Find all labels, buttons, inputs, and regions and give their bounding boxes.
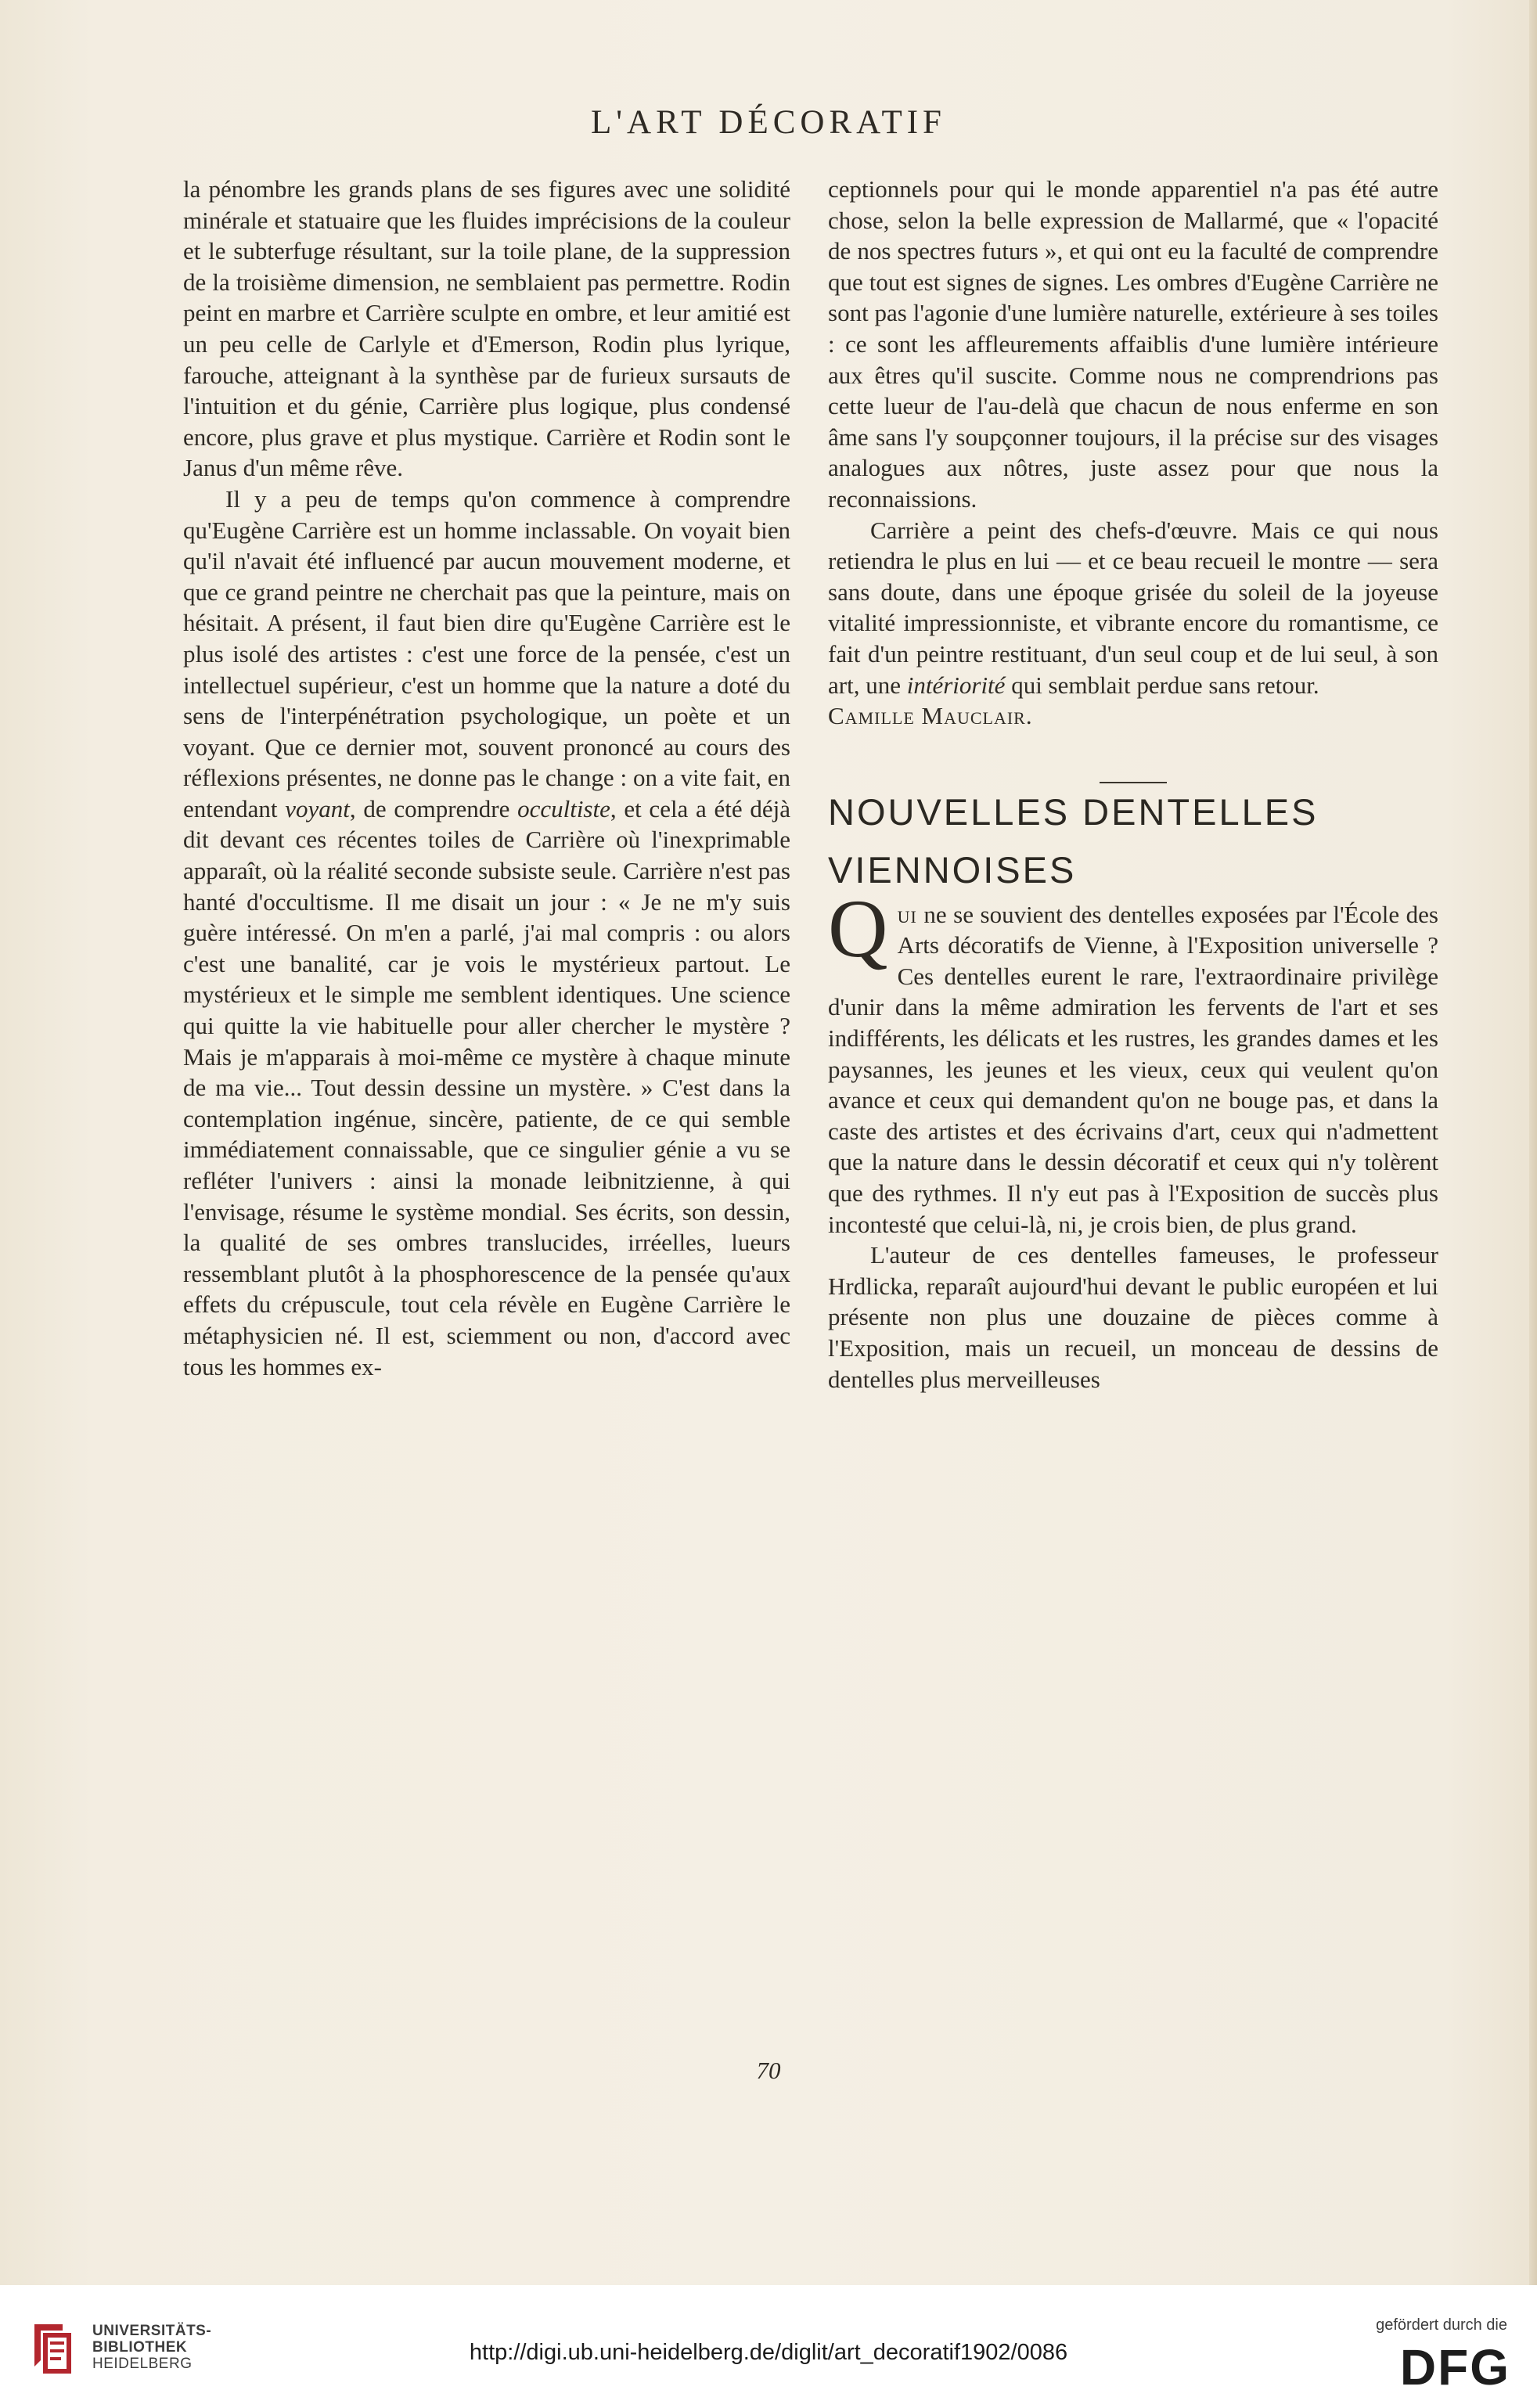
dfg-logo: DFG xyxy=(1399,2339,1510,2395)
right-paragraph-1: ceptionnels pour qui le monde apparentiel n'a pas été autre chose, selon la belle expression de Mallarmé, que « l'opacité de nos spectres futurs », et qui ont eu la faculté de comprendre que tout est signes de signes. Les ombres d'Eugène Carrière ne sont pas l'agonie d'une lumière naturelle, extérieure à ses toiles : ce sont les affleurements affaiblis d'une lumière intérieure aux êtres qu'il suscite. Comme nous ne comprendrions pas cette lueur de l'au-delà que chacun de nous enferme en son âme sans l'y soupçonner toujours, il la précise sur des visages analogues aux nôtres, juste assez pour que nous la reconnaissions. xyxy=(828,175,1438,513)
digitization-footer xyxy=(0,2285,1537,2408)
italic-interiorite: intériorité xyxy=(906,671,1006,699)
page-number: 70 xyxy=(756,2057,781,2084)
article-title-line-1: NOUVELLES DENTELLES xyxy=(828,790,1319,833)
page-edge xyxy=(1529,0,1537,2285)
author-signature: Camille Mauclair. xyxy=(828,702,1033,730)
left-paragraph-2 xyxy=(183,484,790,1382)
right-paragraph-2-text: Carrière a peint des chefs-d'œuvre. Mais ce qui nous retiendra le plus en lui — et ce beau recueil le montre — sera sans doute, dans une époque grisée du soleil de la joyeuse vitalité impressionniste, et vibrante encore du romantisme, ce fait d'un peintre restituant, d'un seul coup et de lui seul, à son art, une xyxy=(828,516,1438,699)
library-name-line-2: BIBLIOTHEK xyxy=(92,2339,188,2356)
right-column xyxy=(828,174,1438,1395)
running-head: L'ART DÉCORATIF xyxy=(591,104,946,141)
left-column xyxy=(183,174,790,1382)
library-name-line-1: UNIVERSITÄTS- xyxy=(92,2323,212,2339)
left-paragraph-2-text: Il y a peu de temps qu'on commence à comprendre qu'Eugène Carrière est un homme inclassable. On voyait bien qu'il n'avait été influencé par aucun mouvement moderne, et que ce grand peintre ne cherchait pas que la peinture, mais on hésitait. A présent, il faut bien dire qu'Eugène Carrière est le plus isolé des artistes : c'est une force de la pensée, c'est un intellectuel supérieur, c'est un homme que la nature a doté du sens de l'interpénétration psychologique, un poète et un voyant. Que ce dernier mot, souvent prononcé au cours des réflexions présentes, ne donne pas le change : on a vite fait, en entendant xyxy=(183,484,790,822)
article-title-line-2: VIENNOISES xyxy=(828,848,1077,891)
drop-cap: Q xyxy=(828,882,888,974)
left-paragraph-2-cont-2: , et cela a été déjà dit devant ces récentes toiles de Carrière où l'inexprimable apparaît, où la réalité seconde subsiste seule. Carrière n'est pas hanté d'occultisme. Il me disait un jour : « Je ne m'y suis guère intéressé. On m'en a parlé, j'ai mal compris : ou alors c'est une banalité, car je vois le mystérieux partout. Le mystérieux et le simple me semblent identiques. Une science qui quitte la vie habituelle pour aller chercher le mystère ? Mais je m'apparais à moi-même ce mystère à chaque minute de ma vie... Tout dessin dessine un mystère. » C'est dans la contemplation ingénue, sincère, patiente, de ce qui semble immédiatement connaissable, que ce singulier génie a vu se refléter l'univers : ainsi la monade leibnitzienne, à qui l'envisage, résume le système mondial. Ses écrits, son dessin, la qualité de ses ombres translucides, irréelles, lueurs ressemblant plutôt à la phosphorescence de la pensée qu'aux effets du crépuscule, tout cela révèle en Eugène Carrière le métaphysicien né. Il est, sciemment ou non, d'accord avec tous les hommes ex- xyxy=(183,794,790,1380)
right-paragraph-2-end: qui semblait perdue sans retour. xyxy=(1011,671,1319,699)
right-paragraph-2 xyxy=(828,515,1438,701)
drop-cap-lead: ui xyxy=(897,900,917,928)
right-paragraph-3 xyxy=(828,882,1439,1240)
source-url[interactable]: http://digi.ub.uni-heidelberg.de/diglit/art_decoratif1902/0086 xyxy=(469,2340,1068,2365)
italic-occultiste: occultiste xyxy=(517,794,610,822)
right-paragraph-4: L'auteur de ces dentelles fameuses, le professeur Hrdlicka, reparaît aujourd'hui devant le public européen et lui présente non plus une douzaine de pièces comme à l'Exposition, mais un recueil, un monceau de dessins de dentelles plus merveilleuses xyxy=(828,1241,1438,1393)
library-name-line-3: HEIDELBERG xyxy=(92,2356,193,2372)
right-paragraph-3-text: ne se souvient des dentelles exposées par l'École des Arts décoratifs de Vienne, à l'Exposition universelle ? Ces dentelles eurent le rare, l'extraordinaire privilège d'unir dans la même admiration les fervents de l'art et ses indifférents, les délicats et les rustres, les grandes dames et les paysannes, les jeunes et les vieux, ceux qui veulent qu'on avance et ceux qui demandent qu'on ne bouge pas, et dans la caste des artistes et des écrivains d'art, ceux qui n'admettent que la nature dans le dessin décoratif et ceux qui n'y tolèrent que des rythmes. Il n'y eut pas à l'Exposition de succès plus incontesté que celui-là, ni, je crois bien, de plus grand. xyxy=(828,900,1439,1238)
funded-by-label: gefördert durch die xyxy=(1376,2316,1507,2334)
italic-voyant: voyant xyxy=(285,794,350,822)
left-paragraph-1: la pénombre les grands plans de ses figures avec une solidité minérale et statuaire que les fluides imprécisions de la couleur et le subterfuge résultant, sur la toile plane, de la suppression de la troisième dimension, ne semblaient pas permettre. Rodin peint en marbre et Carrière sculpte en ombre, et leur amitié est un peu celle de Carlyle et d'Emerson, Rodin plus lyrique, farouche, atteignant à la synthèse par de furieux sursauts de l'intuition et du génie, Carrière plus logique, plus condensé encore, plus grave et plus mystique. Carrière et Rodin sont le Janus d'un même rêve. xyxy=(183,175,790,482)
left-paragraph-2-cont-1: , de comprendre xyxy=(349,794,510,822)
